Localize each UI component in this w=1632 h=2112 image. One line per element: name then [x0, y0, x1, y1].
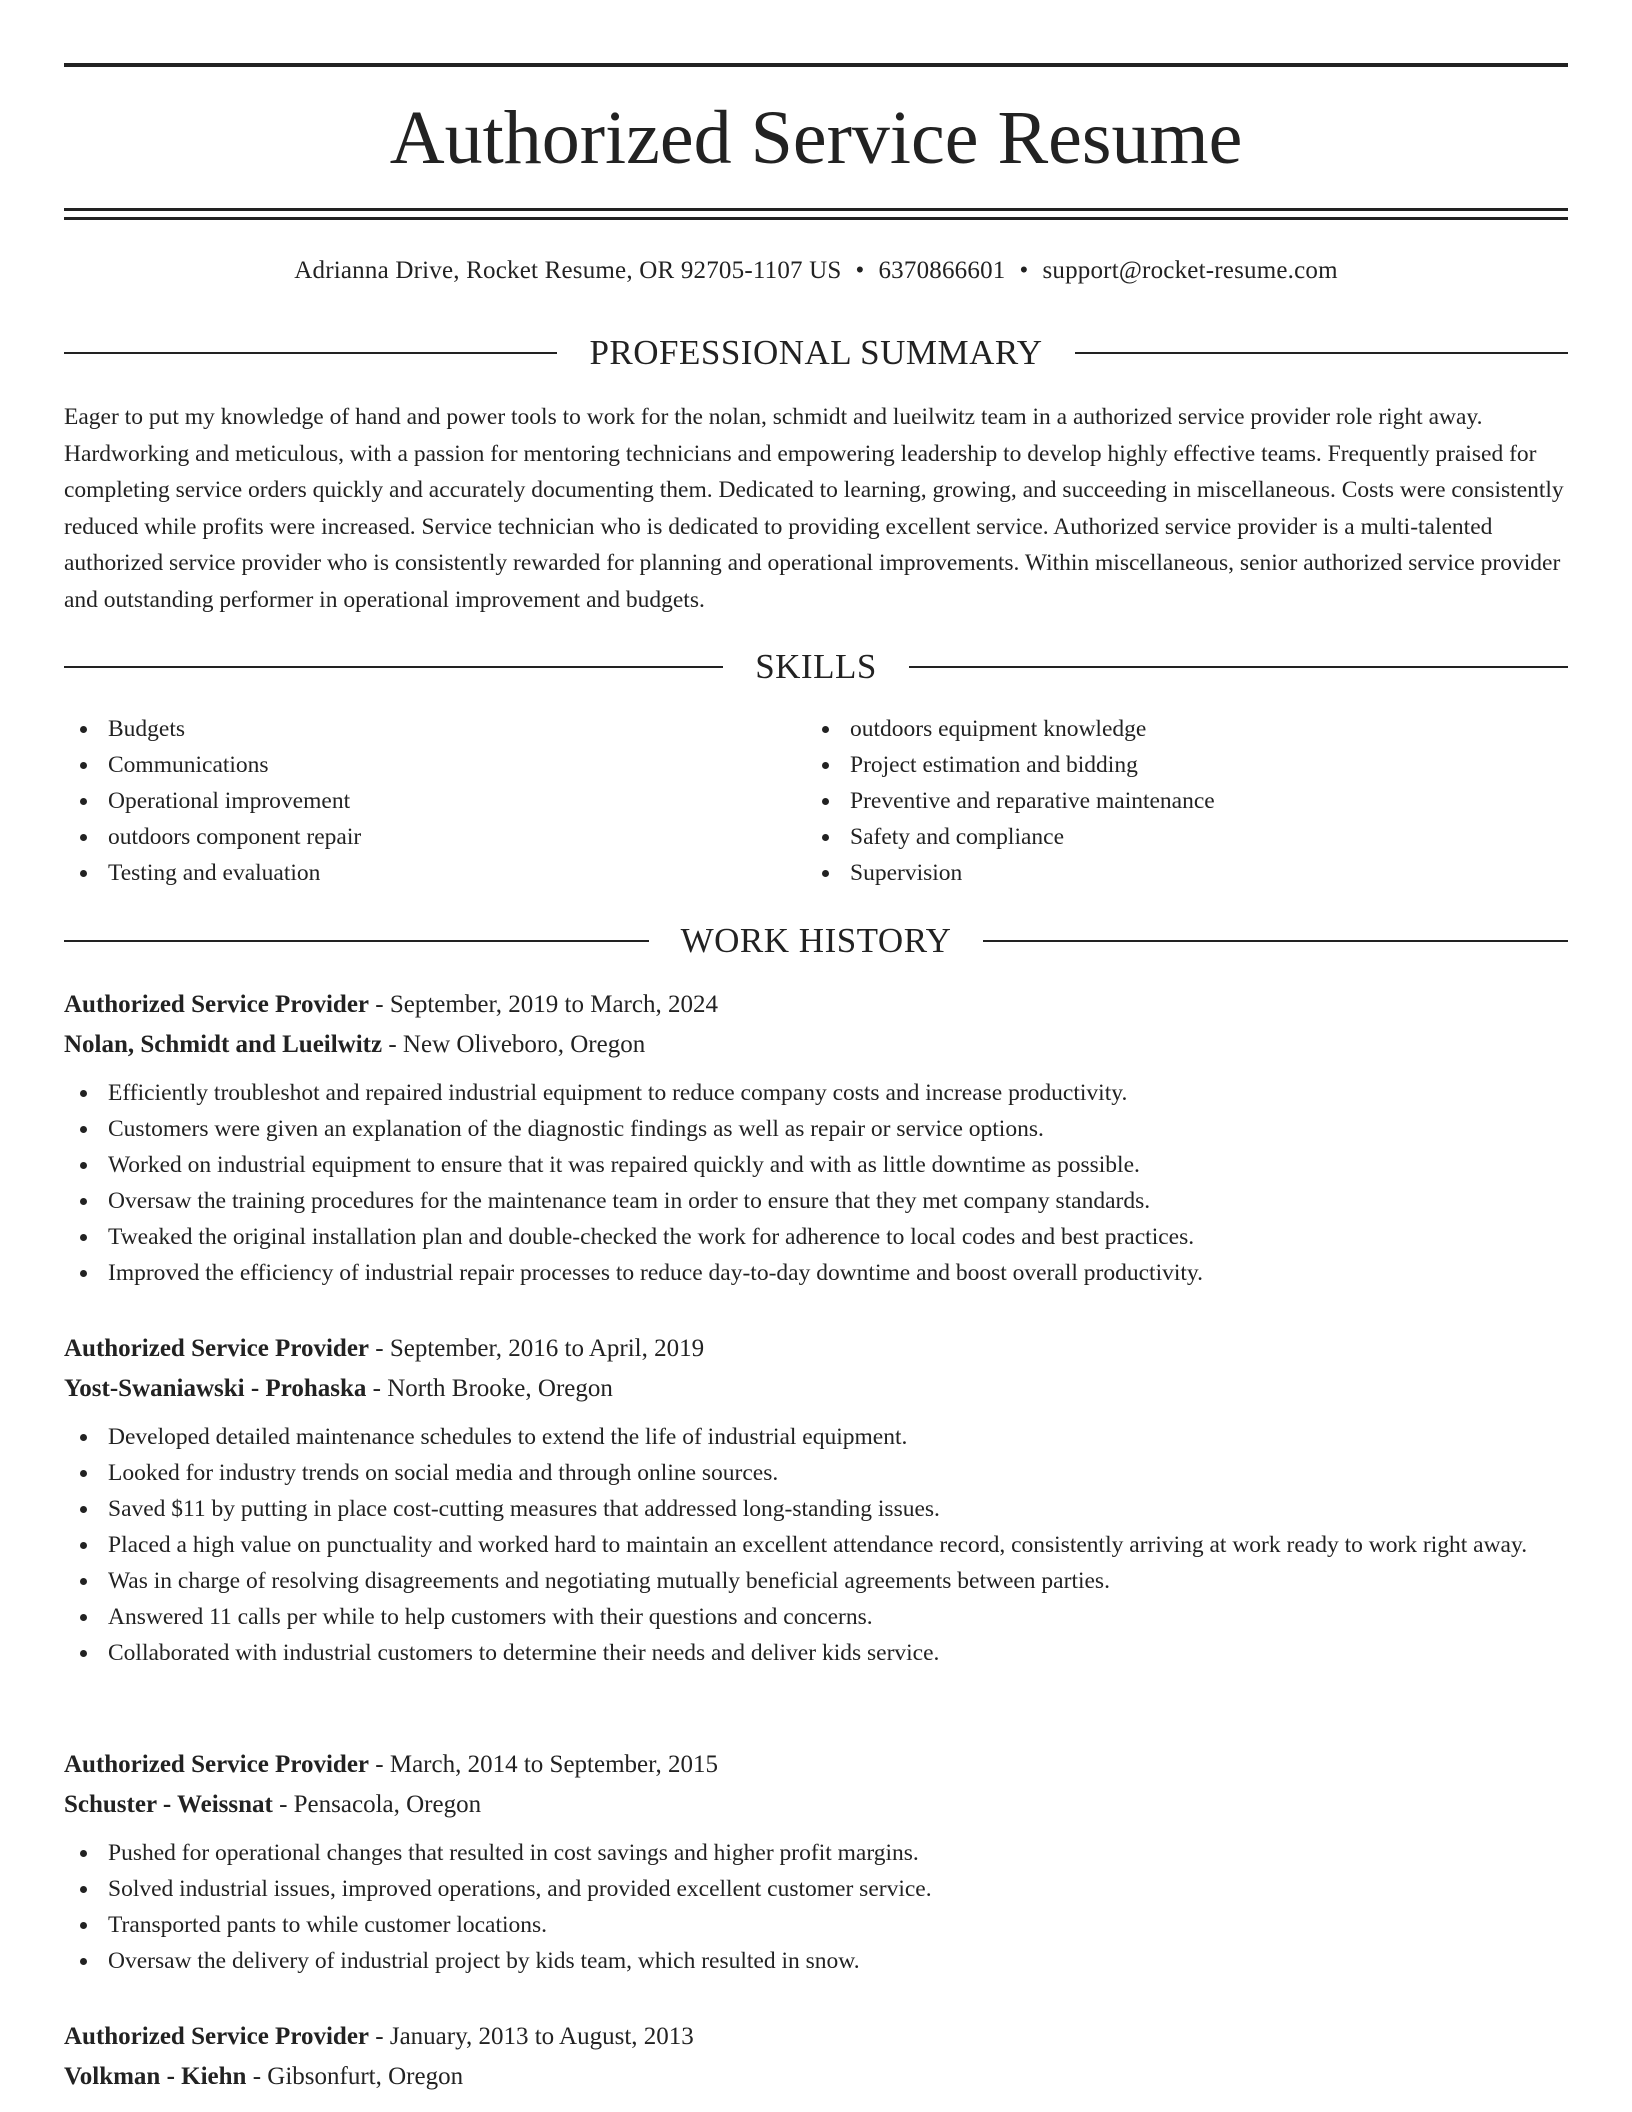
job-bullet: Developed detailed maintenance schedules to extend the life of industrial equipment. [64, 1419, 1568, 1455]
contact-line [64, 253, 1568, 289]
section-rule-right [1075, 352, 1568, 354]
resume-title: Authorized Service Resume [389, 96, 1243, 180]
header-bottom-rule [64, 208, 1568, 211]
job-title-line [64, 985, 1568, 1025]
job-company-line [64, 1025, 1568, 1065]
job-entry [64, 1329, 1568, 1671]
header-bottom-rule-2 [64, 217, 1568, 220]
job-bullet: Tweaked the original installation plan and double-checked the work for adherence to local codes and best practices. [64, 1219, 1568, 1255]
section-rule-left [64, 666, 723, 668]
contact-separator: • [855, 257, 865, 284]
job-bullet: Solved industrial issues, improved operations, and provided excellent customer service. [64, 1871, 1568, 1907]
skill-item: Communications [64, 747, 804, 783]
job-entry [64, 2017, 1568, 2097]
job-company: Yost-Swaniawski - Prohaska [64, 1375, 367, 1402]
job-bullet: Oversaw the delivery of industrial project by kids team, which resulted in snow. [64, 1943, 1568, 1979]
job-company-line [64, 2057, 1568, 2097]
job-bullet: Placed a high value on punctuality and worked hard to maintain an excellent attendance record, consistently arriving at work ready to work right away. [64, 1527, 1568, 1563]
job-company-line [64, 1369, 1568, 1409]
contact-email[interactable]: support@rocket-resume.com [1042, 257, 1338, 284]
skill-item: outdoors component repair [64, 819, 804, 855]
section-heading-summary [64, 329, 1568, 377]
job-company: Volkman - Kiehn [64, 2063, 247, 2090]
skill-item: Safety and compliance [806, 819, 1546, 855]
job-location: - Gibsonfurt, Oregon [246, 2063, 464, 2090]
job-company-line [64, 1785, 1568, 1825]
job-bullet: Saved $11 by putting in place cost-cutting measures that addressed long-standing issues. [64, 1491, 1568, 1527]
job-entry [64, 985, 1568, 1291]
job-dates: - March, 2014 to September, 2015 [369, 1751, 718, 1778]
section-rule-left [64, 352, 557, 354]
contact-separator: • [1019, 257, 1029, 284]
job-bullet: Was in charge of resolving disagreements and negotiating mutually beneficial agreements between parties. [64, 1563, 1568, 1599]
job-title: Authorized Service Provider [64, 2023, 370, 2050]
skill-item: Preventive and reparative maintenance [806, 783, 1546, 819]
job-bullet: Collaborated with industrial customers to determine their needs and deliver kids service. [64, 1635, 1568, 1671]
header-top-rule [64, 63, 1568, 67]
job-location: - Pensacola, Oregon [272, 1791, 482, 1818]
section-rule-left [64, 940, 649, 942]
job-bullets [64, 1075, 1568, 1291]
job-title: Authorized Service Provider [64, 1751, 370, 1778]
job-location: - New Oliveboro, Oregon [382, 1031, 646, 1058]
job-entry [64, 1745, 1568, 1979]
professional-summary-text: Eager to put my knowledge of hand and power tools to work for the nolan, schmidt and lueilwitz team in a authorized service provider role right away. Hardworking and meticulous, with a passion for mentoring technicians and empowering leadership to develop highly effective teams. Frequently praised for completing service orders quickly and accurately documenting them. Dedicated to learning, growing, and succeeding in miscellaneous. Costs were consistently reduced while profits were increased. Service technician who is dedicated to providing excellent service. Authorized service provider is a multi-talented authorized service provider who is consistently rewarded for planning and operational improvements. Within miscellaneous, senior authorized service provider and outstanding performer in operational improvement and budgets. [64, 404, 1564, 613]
job-location: - North Brooke, Oregon [366, 1375, 613, 1402]
skill-item: Budgets [64, 711, 804, 747]
skills-list-left [64, 711, 804, 891]
job-bullet: Efficiently troubleshot and repaired industrial equipment to reduce company costs and increase productivity. [64, 1075, 1568, 1111]
section-heading-work-history [64, 917, 1568, 965]
job-dates: - September, 2019 to March, 2024 [369, 991, 718, 1018]
section-title-summary: PROFESSIONAL SUMMARY [589, 333, 1043, 372]
job-bullets [64, 1419, 1568, 1671]
job-dates: - January, 2013 to August, 2013 [369, 2023, 694, 2050]
job-bullet: Transported pants to while customer locations. [64, 1907, 1568, 1943]
skill-item: Supervision [806, 855, 1546, 891]
job-bullet: Answered 11 calls per while to help customers with their questions and concerns. [64, 1599, 1568, 1635]
job-title: Authorized Service Provider [64, 991, 370, 1018]
skill-item: outdoors equipment knowledge [806, 711, 1546, 747]
section-title-work-history: WORK HISTORY [680, 921, 952, 960]
job-title-line [64, 1745, 1568, 1785]
job-title-line [64, 2017, 1568, 2057]
job-bullet: Looked for industry trends on social media and through online sources. [64, 1455, 1568, 1491]
skill-item: Testing and evaluation [64, 855, 804, 891]
section-rule-right [983, 940, 1568, 942]
job-dates: - September, 2016 to April, 2019 [369, 1335, 705, 1362]
job-title: Authorized Service Provider [64, 1335, 370, 1362]
job-bullet: Oversaw the training procedures for the maintenance team in order to ensure that they met company standards. [64, 1183, 1568, 1219]
contact-phone: 6370866601 [878, 257, 1006, 284]
section-title-skills: SKILLS [755, 647, 877, 686]
section-rule-right [909, 666, 1568, 668]
contact-address: Adrianna Drive, Rocket Resume, OR 92705-1107 US [294, 257, 842, 284]
job-bullet: Pushed for operational changes that resulted in cost savings and higher profit margins. [64, 1835, 1568, 1871]
job-bullet: Worked on industrial equipment to ensure that it was repaired quickly and with as little downtime as possible. [64, 1147, 1568, 1183]
skill-item: Project estimation and bidding [806, 747, 1546, 783]
skills-list-right [806, 711, 1546, 891]
job-company: Nolan, Schmidt and Lueilwitz [64, 1031, 383, 1058]
job-bullets [64, 1835, 1568, 1979]
job-title-line [64, 1329, 1568, 1369]
skill-item: Operational improvement [64, 783, 804, 819]
job-company: Schuster - Weissnat [64, 1791, 273, 1818]
section-heading-skills [64, 643, 1568, 691]
job-bullet: Customers were given an explanation of the diagnostic findings as well as repair or service options. [64, 1111, 1568, 1147]
job-bullet: Improved the efficiency of industrial repair processes to reduce day-to-day downtime and boost overall productivity. [64, 1255, 1568, 1291]
